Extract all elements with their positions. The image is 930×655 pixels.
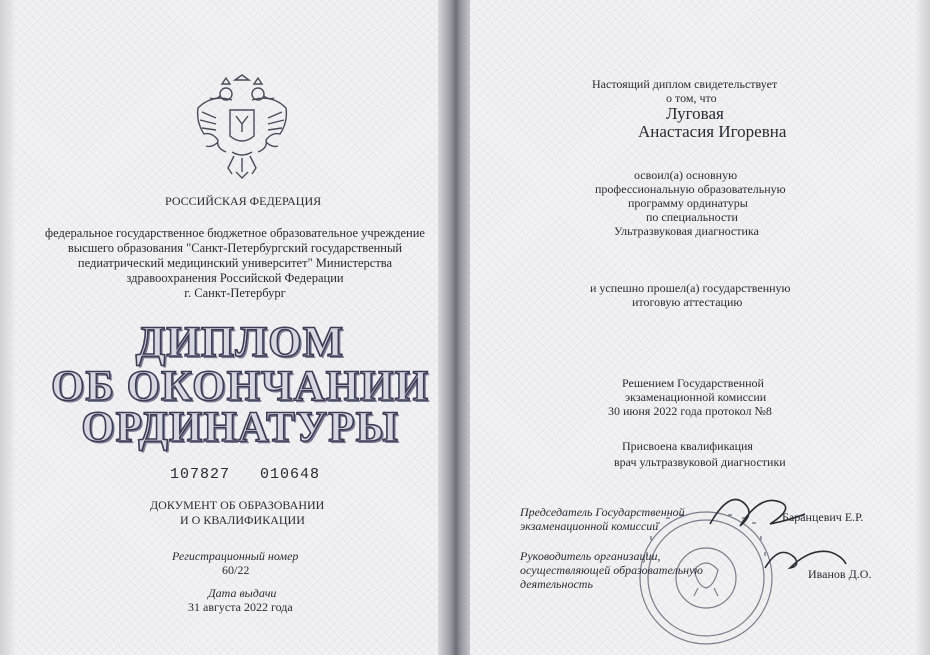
program-line: освоил(а) основную bbox=[634, 168, 738, 182]
qualification-name: врач ультразвуковой диагностики bbox=[614, 455, 786, 469]
diploma-series-number: 107827 010648 bbox=[170, 466, 321, 483]
issue-date: 31 августа 2022 года bbox=[188, 600, 293, 614]
organization-name bbox=[40, 226, 430, 301]
double-headed-eagle-emblem-icon bbox=[192, 74, 292, 186]
diploma-title-line: ДИПЛОМ bbox=[135, 319, 345, 366]
chairman-title-line: Председатель Государственной bbox=[520, 505, 685, 519]
head-name: Иванов Д.О. bbox=[808, 567, 872, 581]
commission-protocol: 30 июня 2022 года протокол №8 bbox=[608, 404, 772, 418]
right-binding-edge bbox=[916, 0, 930, 655]
registration-number: 60/22 bbox=[222, 563, 250, 577]
attestation-line: и успешно прошел(а) государственную bbox=[590, 281, 791, 295]
specialty-name: Ультразвуковая диагностика bbox=[614, 224, 759, 238]
certifies-line: Настоящий диплом свидетельствует bbox=[592, 77, 778, 91]
organization-line: здравоохранения Российской Федерации bbox=[126, 271, 344, 285]
diploma-title-line: ОРДИНАТУРЫ bbox=[81, 404, 399, 451]
registration-number-label: Регистрационный номер bbox=[172, 549, 299, 563]
graduate-surname: Луговая bbox=[666, 104, 724, 123]
commission-decision-line: Решением Государственной bbox=[622, 376, 764, 390]
certifies-line: о том, что bbox=[666, 91, 717, 105]
attestation-line: итоговую аттестацию bbox=[632, 295, 743, 309]
left-binding-edge bbox=[0, 0, 15, 655]
head-title-line: осуществляющей образовательную bbox=[520, 563, 703, 577]
head-title-line: Руководитель организации, bbox=[520, 549, 661, 563]
issue-date-label: Дата выдачи bbox=[208, 586, 277, 600]
organization-line: высшего образования "Санкт-Петербургский государственный bbox=[67, 241, 403, 255]
qualification-label: Присвоена квалификация bbox=[622, 439, 753, 453]
chairman-title-line: экзаменационной комиссии bbox=[520, 519, 659, 533]
program-line: профессиональную образовательную bbox=[595, 182, 786, 196]
country-name: РОССИЙСКАЯ ФЕДЕРАЦИЯ bbox=[165, 194, 322, 208]
program-line: программу ординатуры bbox=[628, 196, 748, 210]
head-title-line: деятельность bbox=[520, 577, 593, 591]
organization-line: педиатрический медицинский университет" Министерства bbox=[77, 256, 393, 270]
book-spine bbox=[438, 0, 474, 655]
commission-decision-line: экзаменационной комиссии bbox=[625, 390, 767, 404]
program-line: по специальности bbox=[646, 210, 738, 224]
organization-line: федеральное государственное бюджетное образовательное учреждение bbox=[45, 226, 425, 240]
chairman-name: Баранцевич Е.Р. bbox=[782, 510, 864, 524]
graduate-given-names: Анастасия Игоревна bbox=[638, 122, 787, 141]
organization-city: г. Санкт-Петербург bbox=[184, 286, 286, 300]
document-type-line: ДОКУМЕНТ ОБ ОБРАЗОВАНИИ bbox=[150, 498, 325, 512]
document-type-line: И О КВАЛИФИКАЦИИ bbox=[180, 513, 305, 527]
diploma-title-line: ОБ ОКОНЧАНИИ bbox=[50, 363, 430, 410]
